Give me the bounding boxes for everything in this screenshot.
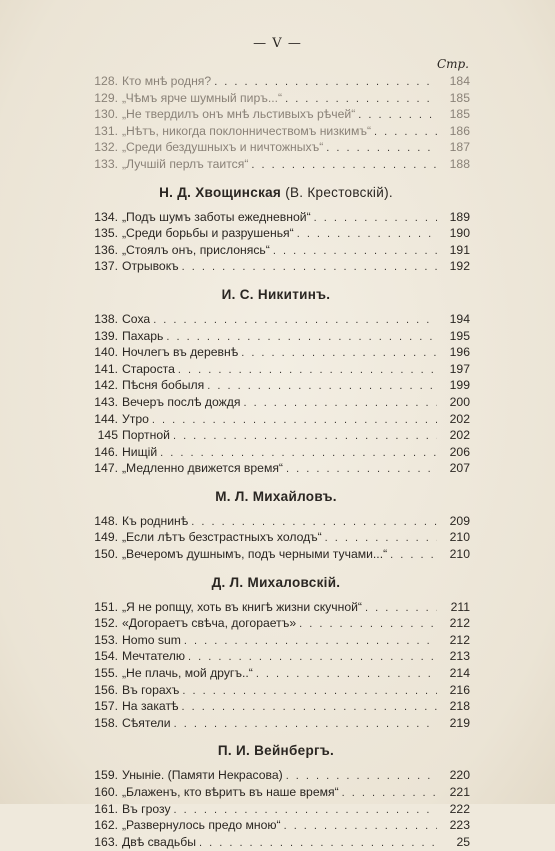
dot-leader [314,212,437,224]
toc-entry [82,124,470,141]
toc-entry [82,802,470,819]
toc-entry [82,157,470,174]
author-heading [82,284,470,306]
entry-number: 152. [94,616,118,631]
entry-title: „Среди борьбы и разрушенья“ [122,226,294,241]
entry-number: 135. [94,226,118,241]
dot-leader [174,804,437,816]
entry-title: Нищій [122,444,158,459]
entry-title: „Вечеромъ душнымъ, подъ черными тучами...“ [122,547,388,562]
dot-leader [358,109,437,121]
entry-number: 153. [94,632,118,647]
entry-title: „Нѣтъ, никогда поклонничествомъ низкимъ“ [122,123,372,138]
entry-number: 132. [94,140,118,155]
author-name: Д. Л. Михаловскій. [211,574,341,590]
entry-title: Пѣсня бобыля [122,378,205,393]
dot-leader [184,635,437,647]
entry-page-number: 210 [449,547,470,562]
dot-leader [342,787,437,799]
entry-page-number: 202 [449,428,470,443]
author-heading [82,486,470,508]
entry-number: 144. [94,411,118,426]
dot-leader [152,414,437,426]
toc-entry [82,666,470,683]
dot-leader [325,532,437,544]
entry-number: 140. [94,345,118,360]
entry-title: „Блаженъ, кто вѣритъ въ наше время“ [122,785,339,799]
entry-number: 145 [97,428,118,443]
entry-page-number: 210 [449,530,470,545]
author-heading [82,182,470,204]
entry-number: 160. [94,785,118,799]
entry-number: 142. [94,378,118,393]
entry-page-number: 190 [449,226,470,241]
entry-title: Портной [122,428,170,443]
toc-entry [82,600,470,617]
toc-entry [82,312,470,329]
toc-entry [82,445,470,462]
entry-number: 141. [94,361,118,376]
entry-title: „Среди бездушныхъ и ничтожныхъ“ [122,140,324,155]
entry-page-number: 214 [449,666,470,681]
author-name: Н. Д. Хвощинская [159,184,282,200]
toc-entry [82,243,470,260]
entry-title: Отрывокъ [122,259,179,274]
entry-number: 128. [94,74,118,88]
entry-title: Ночлегъ въ деревнѣ [122,345,239,360]
author-heading [82,740,470,762]
entry-title: Утро [122,411,149,426]
toc-entry [82,633,470,650]
entry-title: Въ горахъ [122,682,180,697]
dot-leader [191,516,437,528]
entry-title: „Стоялъ онъ, прислонясь“ [122,242,270,257]
entry-page-number: 218 [449,699,470,714]
entry-title: „Лучшій перлъ таится“ [122,156,249,171]
entry-number: 157. [94,699,118,714]
dot-leader [182,701,438,713]
dot-leader [299,618,437,630]
entry-number: 161. [94,801,118,816]
page-folio: — V — [253,36,302,51]
entry-page-number: 187 [449,140,470,155]
dot-leader [182,261,437,273]
entry-page-number: 200 [449,394,470,409]
entry-page-number: 220 [449,768,470,783]
entry-page-number: 191 [449,242,470,257]
entry-page-number: 212 [449,616,470,631]
entry-title: „Чѣмъ ярче шумный пиръ...“ [122,90,283,105]
dot-leader [284,820,437,832]
toc-entry [82,514,470,531]
entry-number: 149. [94,530,118,545]
entry-page-number: 213 [449,649,470,664]
dot-leader [214,76,437,88]
dot-leader [286,770,437,782]
entry-title: «Догораетъ свѣча, догораетъ» [122,616,297,631]
page-column-label: Стр. [436,57,469,71]
entry-title: „Развернулось предо мною“ [122,818,281,833]
entry-page-number: 202 [449,411,470,426]
entry-title: „Медленно движется время“ [122,461,283,476]
dot-leader [166,331,437,343]
toc-entry [82,140,470,157]
author-name: И. С. Никитинъ. [221,286,331,302]
toc-entry [82,547,470,564]
entry-title: Сѣятели [122,715,171,730]
entry-title: Соха [122,311,151,326]
toc-entry [82,329,470,346]
dot-leader [374,126,437,138]
toc-entry [82,428,470,445]
dot-leader [178,364,437,376]
entry-page-number: 189 [449,209,470,224]
entry-title: „Подъ шумъ заботы ежедневной“ [122,209,311,224]
entry-title: „Не твердилъ онъ мнѣ льстивыхъ рѣчей“ [122,107,356,122]
dot-leader [199,837,437,849]
dot-leader [251,159,437,171]
toc-entry [82,259,470,276]
entry-page-number: 184 [449,74,470,88]
entry-title: Мечтателю [122,649,186,664]
entry-page-number: 216 [449,682,470,697]
toc-entry [82,378,470,395]
entry-page-number: 192 [449,259,470,274]
table-of-contents [82,74,470,851]
entry-number: 146. [94,444,118,459]
toc-entry [82,683,470,700]
entry-number: 155. [94,666,118,681]
toc-entry [82,210,470,227]
entry-page-number: 197 [449,361,470,376]
entry-page-number: 219 [449,715,470,730]
entry-page-number: 223 [449,818,470,833]
entry-number: 138. [94,311,118,326]
dot-leader [182,685,437,697]
dot-leader [153,314,437,326]
entry-number: 151. [94,599,118,614]
entry-title: Староста [122,361,175,376]
entry-number: 133. [94,156,118,171]
toc-entry [82,716,470,733]
author-name: М. Л. Михайловъ. [215,488,337,504]
toc-entry [82,699,470,716]
toc-entry [82,785,470,802]
entry-title: Homo sum [122,632,181,647]
toc-entry [82,835,470,851]
entry-title: Двѣ свадьбы [122,834,196,849]
entry-number: 148. [94,513,118,528]
entry-number: 162. [94,818,118,833]
entry-page-number: 194 [449,311,470,326]
entry-page-number: 186 [449,123,470,138]
entry-title: Уныніе. (Памяти Некрасова) [122,768,283,783]
toc-entry [82,226,470,243]
entry-number: 163. [94,834,118,849]
dot-leader [286,463,437,475]
entry-page-number: 185 [449,107,470,122]
entry-number: 150. [94,547,118,562]
dot-leader [285,93,437,105]
entry-number: 134. [94,209,118,224]
entry-title: Къ роднинѣ [122,513,189,528]
toc-entry [82,412,470,429]
entry-title: Въ грозу [122,801,171,816]
entry-number: 131. [94,123,118,138]
entry-title: Пахарь [122,328,164,343]
toc-entry [82,362,470,379]
entry-title: „Если лѣтъ безстрастныхъ холодъ“ [122,530,322,545]
dot-leader [243,397,437,409]
entry-number: 137. [94,259,118,274]
entry-number: 156. [94,682,118,697]
toc-entry [82,818,470,835]
toc-entry [82,461,470,478]
entry-title: Вечеръ послѣ дождя [122,394,241,409]
entry-page-number: 185 [449,90,470,105]
author-pseudonym: (В. Крестовскій). [285,184,393,200]
entry-page-number: 196 [449,345,470,360]
entry-page-number: 199 [449,378,470,393]
dot-leader [390,549,437,561]
entry-page-number: 221 [449,785,470,799]
entry-title: „Не плачь, мой другъ..“ [122,666,253,681]
entry-number: 147. [94,461,118,476]
toc-entry [82,107,470,124]
dot-leader [256,668,437,680]
dot-leader [173,430,437,442]
entry-number: 136. [94,242,118,257]
entry-number: 158. [94,715,118,730]
dot-leader [297,228,437,240]
entry-page-number: 188 [449,156,470,171]
entry-number: 139. [94,328,118,343]
entry-page-number: 195 [449,328,470,343]
entry-page-number: 212 [449,632,470,647]
toc-entry [82,345,470,362]
dot-leader [326,142,437,154]
toc-entry [82,616,470,633]
entry-number: 130. [94,107,118,122]
toc-entry [82,395,470,412]
entry-page-number: 222 [449,801,470,816]
dot-leader [207,380,437,392]
entry-number: 129. [94,90,118,105]
dot-leader [365,602,437,614]
entry-page-number: 211 [450,599,470,614]
dot-leader [273,245,437,257]
entry-page-number: 207 [449,461,470,476]
entry-page-number: 209 [449,513,470,528]
dot-leader [174,718,437,730]
dot-leader [160,447,437,459]
author-heading [82,572,470,594]
entry-title: Кто мнѣ родня? [122,74,212,88]
entry-page-number: 206 [449,444,470,459]
entry-title: На закатѣ [122,699,179,714]
dot-leader [188,651,437,663]
entry-number: 154. [94,649,118,664]
author-name: П. И. Вейнбергъ. [217,743,335,759]
toc-entry [82,91,470,108]
entry-page-number: 25 [456,834,470,849]
dot-leader [241,347,437,359]
toc-entry [82,649,470,666]
toc-entry [82,530,470,547]
toc-entry [82,74,470,91]
entry-number: 159. [94,768,118,783]
entry-number: 143. [94,394,118,409]
entry-title: „Я не ропщу, хоть въ книгѣ жизни скучной“ [122,599,362,614]
toc-entry [82,768,470,785]
